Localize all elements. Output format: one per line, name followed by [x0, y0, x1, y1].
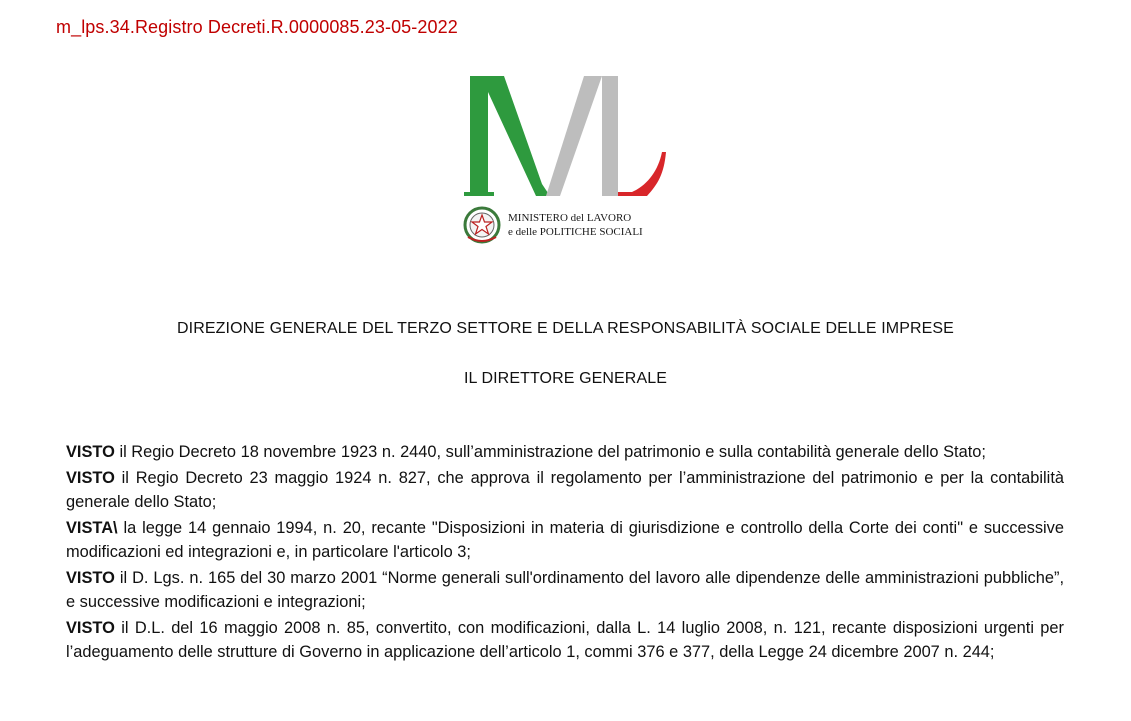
ministry-name-line2: e delle POLITICHE SOCIALI: [508, 226, 643, 238]
recital-text: la legge 14 gennaio 1994, n. 20, recante "Disposizioni in materia di giurisdizione e controllo della Corte dei conti" e successive modificazioni ed integrazioni e, in particolare l'articolo 3;: [66, 519, 1064, 561]
decree-body: [66, 440, 1064, 666]
recital-keyword: VISTO: [66, 619, 115, 637]
recital-keyword: VISTO: [66, 569, 115, 587]
recital-keyword: VISTO: [66, 443, 115, 461]
recital-keyword: VISTA\: [66, 519, 118, 537]
recital-text: il D.L. del 16 maggio 2008 n. 85, convertito, con modificazioni, dalla L. 14 luglio 2008, n. 121, recante disposizioni urgenti per l’adeguamento delle strutture di Governo in applicazione dell’articolo 1, commi 376 e 377, della Legge 24 dicembre 2007 n. 244;: [66, 619, 1064, 661]
recital-paragraph: [66, 516, 1064, 564]
recital-paragraph: [66, 466, 1064, 514]
director-heading: IL DIRETTORE GENERALE: [463, 370, 668, 387]
recital-paragraph: [66, 440, 1064, 464]
recital-paragraph: [66, 616, 1064, 664]
recital-text: il D. Lgs. n. 165 del 30 marzo 2001 “Norme generali sull'ordinamento del lavoro alle dipendenze delle amministrazioni pubbliche”, e successive modificazioni e integrazioni;: [66, 569, 1064, 611]
recital-paragraph: [66, 566, 1064, 614]
recital-keyword: VISTO: [66, 469, 115, 487]
directorate-heading: DIREZIONE GENERALE DEL TERZO SETTORE E DELLA RESPONSABILITÀ SOCIALE DELLE IMPRESE: [177, 320, 954, 337]
protocol-stamp: m_lps.34.Registro Decreti.R.0000085.23-05-2022: [56, 17, 458, 37]
ministry-name: [508, 211, 643, 239]
recital-text: il Regio Decreto 23 maggio 1924 n. 827, che approva il regolamento per l’amministrazione del patrimonio e per la contabilità generale dello Stato;: [66, 469, 1064, 511]
recital-text: il Regio Decreto 18 novembre 1923 n. 2440, sull’amministrazione del patrimonio e sulla contabilità generale dello Stato;: [114, 443, 986, 461]
ministry-name-line1: MINISTERO del LAVORO: [508, 212, 632, 224]
italian-republic-emblem-icon: [462, 205, 502, 245]
